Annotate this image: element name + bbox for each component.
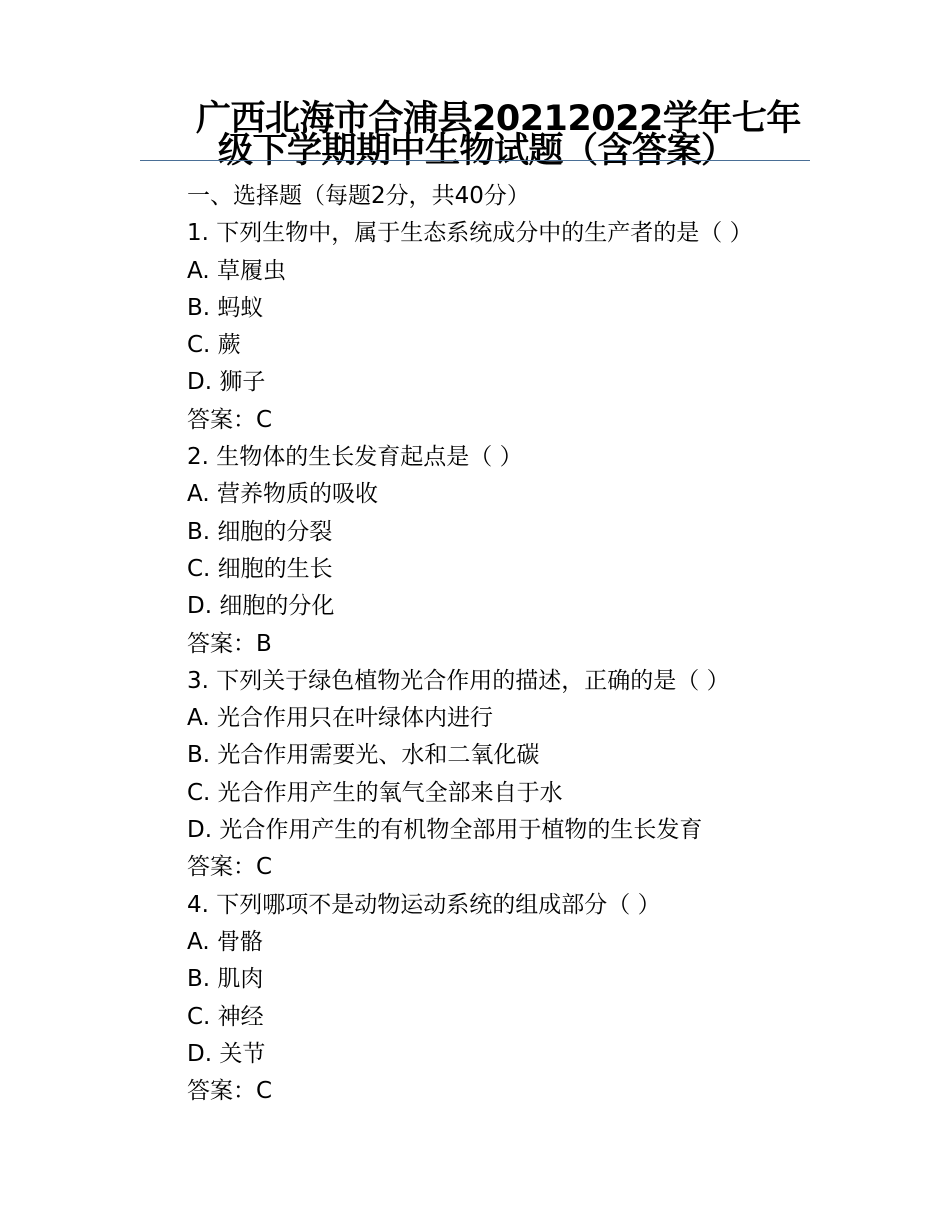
- answer: 答案：B: [187, 630, 272, 657]
- question-1: [187, 215, 827, 439]
- question-3: [187, 663, 827, 887]
- option-c: C. 神经: [187, 1003, 264, 1030]
- document-title: [196, 99, 816, 171]
- option-d: D. 狮子: [187, 369, 266, 396]
- section-heading: 一、选择题（每题2分，共40分）: [187, 183, 530, 209]
- option-d: D. 关节: [187, 1040, 266, 1067]
- question-2: [187, 439, 827, 663]
- option-d: D. 细胞的分化: [187, 593, 335, 620]
- title-underline: [140, 160, 810, 161]
- title-line-1: 广西北海市合浦县20212022学年七年: [196, 99, 801, 139]
- option-a: A. 光合作用只在叶绿体内进行: [187, 705, 493, 732]
- exam-content: [187, 178, 827, 1110]
- title-line-2: 级下学期期中生物试题（含答案）: [218, 131, 736, 171]
- option-c: C. 光合作用产生的氧气全部来自于水: [187, 779, 563, 806]
- question-4: [187, 887, 827, 1111]
- option-c: C. 细胞的生长: [187, 555, 333, 582]
- option-a: A. 营养物质的吸收: [187, 481, 378, 508]
- answer: 答案：C: [187, 854, 273, 881]
- option-b: B. 蚂蚁: [187, 294, 264, 321]
- answer: 答案：C: [187, 1078, 273, 1105]
- option-b: B. 光合作用需要光、水和二氧化碳: [187, 742, 540, 769]
- answer: 答案：C: [187, 406, 273, 433]
- option-b: B. 细胞的分裂: [187, 518, 333, 545]
- option-b: B. 肌肉: [187, 966, 264, 993]
- question-stem: 1. 下列生物中，属于生态系统成分中的生产者的是（ ）: [187, 220, 753, 247]
- question-stem: 4. 下列哪项不是动物运动系统的组成部分（ ）: [187, 891, 661, 918]
- option-a: A. 骨骼: [187, 928, 263, 955]
- option-a: A. 草履虫: [187, 257, 286, 284]
- question-stem: 3. 下列关于绿色植物光合作用的描述，正确的是（ ）: [187, 667, 730, 694]
- question-stem: 2. 生物体的生长发育起点是（ ）: [187, 444, 523, 471]
- option-c: C. 蕨: [187, 332, 241, 359]
- option-d: D. 光合作用产生的有机物全部用于植物的生长发育: [187, 817, 703, 844]
